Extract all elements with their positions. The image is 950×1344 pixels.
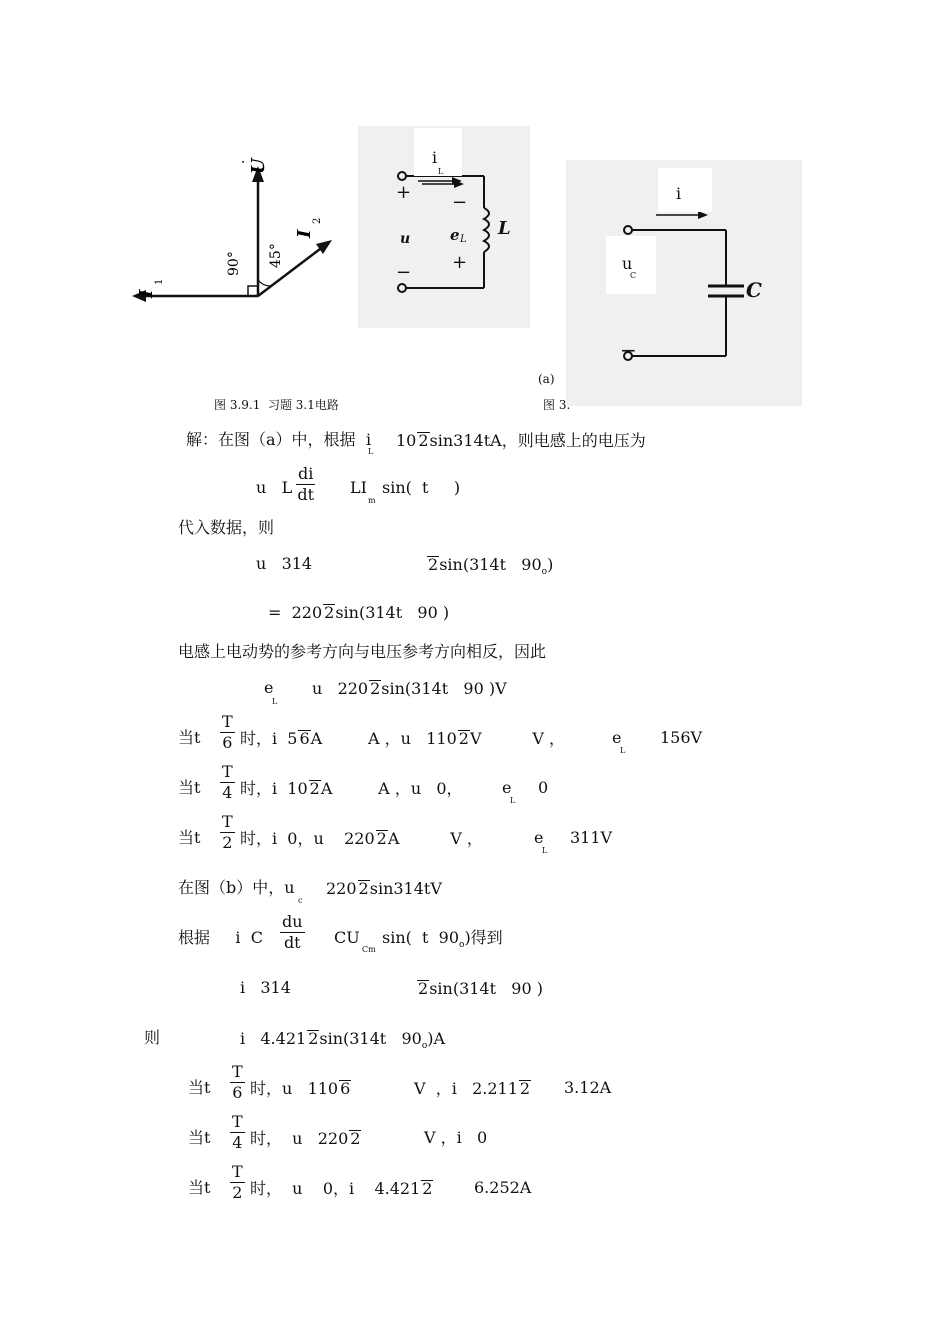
when-row-3-e-sub: L — [542, 846, 548, 855]
capacitor-c-label: C — [746, 278, 762, 302]
formula-i-314: i 314 — [240, 978, 291, 997]
figure-b-uc-value: 220 2sin314tV — [326, 879, 442, 898]
uc-label-sub: C — [630, 271, 637, 280]
caption-right: 图 3. — [543, 398, 571, 412]
formula-i-314-sin: 2sin(314t 90 ) — [418, 979, 543, 998]
when-row-3-e: e — [534, 828, 544, 847]
plus-bottom-sign: + — [452, 252, 468, 273]
fraction-t-6: $\frac{T}{6}$ — [222, 712, 233, 752]
fraction-du-dt: $\frac{du}{dt}$ — [282, 912, 303, 952]
phasor-i2-label: I — [294, 229, 315, 238]
formula-lim-sub: m — [368, 496, 376, 505]
then-label: 则 — [144, 1028, 161, 1047]
when-row-3-label: 当t — [178, 828, 201, 847]
when-row-1-label: 当t — [178, 728, 201, 747]
solution-line-1-isub: L — [368, 447, 374, 456]
when-row-2-e: e — [502, 778, 512, 797]
minus-top-sign: − — [452, 192, 468, 213]
caption-left: 图 3.9.1 习题 3.1电路 — [214, 398, 339, 412]
b-when-row-1-result: 3.12A — [564, 1078, 612, 1097]
angle-90-label: 90° — [226, 251, 242, 276]
formula-el: e — [264, 678, 274, 697]
formula-el-value: u 220 2sin(314t 90 )V — [312, 679, 507, 698]
formula-i-c: 根据 i C — [178, 928, 263, 947]
fraction-t-2: $\frac{T}{2}$ — [222, 812, 233, 852]
plus-top-sign: + — [396, 182, 412, 203]
when-row-1-e: e — [612, 728, 622, 747]
when-row-2-label: 当t — [178, 778, 201, 797]
figure-a-tag: (a) — [538, 372, 555, 386]
formula-u-314: u 314 — [256, 554, 313, 573]
when-row-2-e-sub: L — [510, 796, 516, 805]
el-label-sub: L — [460, 234, 467, 245]
when-row-3-e-value: 311V — [570, 828, 613, 847]
phasor-diagram — [128, 150, 338, 330]
figure-b-uc-sub: c — [298, 896, 303, 905]
fraction-t-4: $\frac{T}{4}$ — [222, 762, 233, 802]
uc-label: u — [622, 254, 633, 273]
b-when-row-2-label: 当t — [188, 1128, 211, 1147]
when-row-1-e-value: 156V — [660, 728, 703, 747]
b-fraction-t-6: $\frac{T}{6}$ — [232, 1062, 243, 1102]
formula-el-sub: L — [272, 697, 278, 706]
phasor-i2-sub: 2 — [312, 217, 323, 224]
capacitor-i-label: i — [676, 184, 682, 203]
formula-u-l: u L — [256, 478, 293, 497]
b-when-row-2-values: 时， u 220 2 — [250, 1129, 361, 1148]
phasor-i1-label: I — [136, 289, 157, 298]
figure-b-uc-text: 在图（b）中，u — [178, 878, 295, 897]
formula-cu-sub: Cm — [362, 945, 376, 954]
formula-sin: sin( t ) — [382, 478, 461, 497]
b-when-row-3-values: 时， u 0，i 4.421 2 — [250, 1179, 433, 1198]
minus-bottom-sign: − — [396, 262, 412, 283]
emf-direction-text: 电感上电动势的参考方向与电压参考方向相反，因此 — [178, 642, 547, 661]
il-arrow — [414, 174, 466, 188]
formula-lim: LI — [350, 478, 367, 497]
il-label: i — [432, 148, 438, 167]
phasor-i1-sub: 1 — [154, 278, 165, 285]
b-fraction-t-2: $\frac{T}{2}$ — [232, 1162, 243, 1202]
formula-u-220: = 220 2sin(314t 90 ) — [268, 603, 450, 622]
solution-line-1-i: i — [366, 430, 372, 449]
b-when-row-3-result: 6.252A — [474, 1178, 532, 1197]
capacitor-minus-sign: − — [620, 338, 637, 362]
fraction-di-dt: $\frac{di}{dt}$ — [297, 464, 315, 504]
when-row-1-values: 时，i 5 6A A ，u 110 2V V ， — [240, 729, 565, 748]
il-label-sub: L — [438, 167, 444, 176]
b-when-row-1-values: 时，u 110 6 — [250, 1079, 351, 1098]
formula-cu-sin: sin( t $90_o$)得到 — [382, 928, 503, 951]
when-row-2-e-value: 0 — [538, 778, 549, 797]
b-fraction-t-4: $\frac{T}{4}$ — [232, 1112, 243, 1152]
when-row-2-values: 时，i 10 2A A ，u 0， — [240, 779, 463, 798]
substitute-text: 代入数据，则 — [178, 518, 275, 537]
when-row-3-values: 时，i 0，u 220 2A V ， — [240, 829, 483, 848]
formula-i-4421: i 4.421 2sin(314t $90_o)A$ — [240, 1029, 446, 1052]
phasor-u-dot: · — [236, 159, 252, 164]
b-when-row-1-label: 当t — [188, 1078, 211, 1097]
el-label: e — [450, 226, 460, 244]
angle-45-label: 45° — [268, 243, 284, 268]
b-when-row-2-values-2: V ，i 0 — [424, 1128, 488, 1147]
inductor-l-label: L — [498, 218, 511, 239]
solution-line-1a: 解：在图（a）中，根据 — [186, 430, 356, 449]
u-voltage-label: u — [400, 231, 411, 247]
phasor-u-label: U — [248, 158, 269, 174]
when-row-1-e-sub: L — [620, 746, 626, 755]
b-when-row-3-label: 当t — [188, 1178, 211, 1197]
b-when-row-1-values-2: V ，i 2.211 2 — [414, 1079, 531, 1098]
formula-cu: CU — [334, 928, 360, 947]
i-label-box — [658, 168, 712, 212]
formula-u-314-sin: 2sin(314t $90_o$) — [428, 555, 554, 578]
solution-line-1b: 10 2sin314tA，则电感上的电压为 — [396, 431, 646, 450]
